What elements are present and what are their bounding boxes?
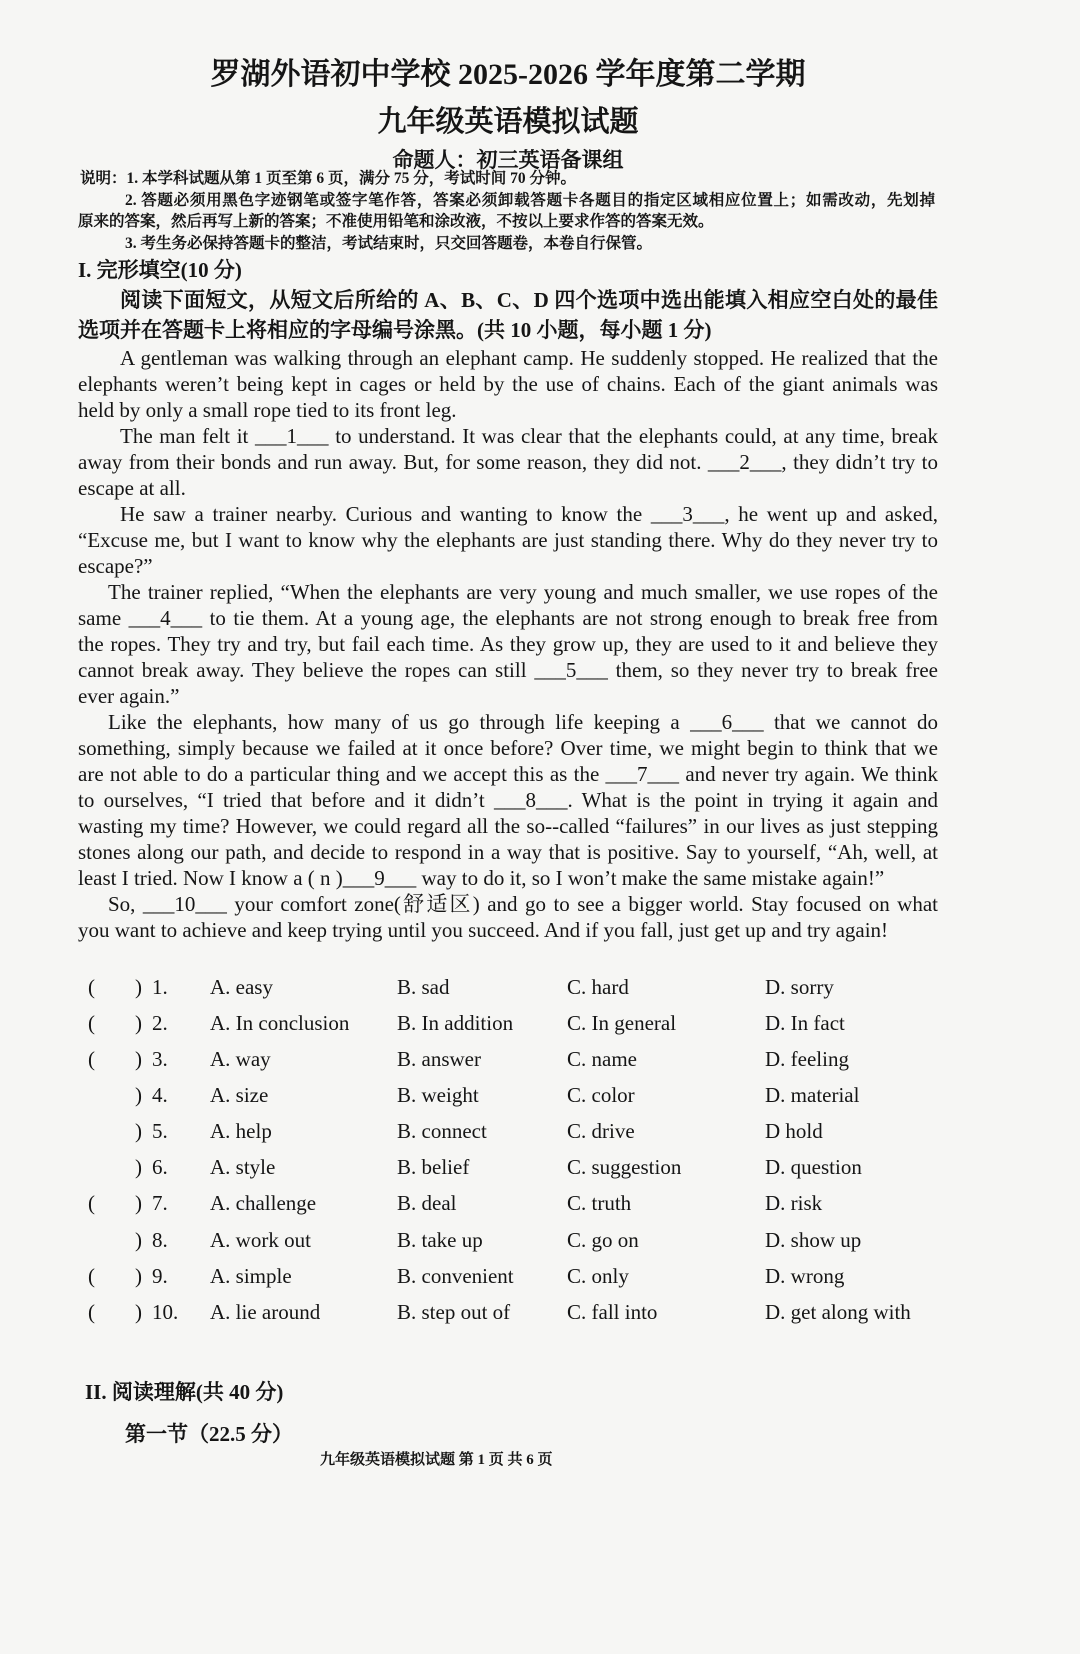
- instruction-3: 3. 考生务必保持答题卡的整洁，考试结束时，只交回答题卷，本卷自行保管。: [125, 234, 653, 252]
- answer-bracket-open: (: [88, 1300, 95, 1324]
- answer-bracket-close: ): [135, 1300, 142, 1324]
- passage-line: He saw a trainer nearby. Curious and wanting to know the ___3___, he went up and asked,: [120, 502, 938, 526]
- passage-line: ever again.”: [78, 684, 180, 708]
- passage-line: “Excuse me, but I want to know why the elephants are just standing there. Why do they never try to: [78, 528, 938, 552]
- answer-bracket-close: ): [135, 1228, 142, 1252]
- option-b: B. deal: [397, 1191, 457, 1215]
- answer-bracket-close: ): [135, 1264, 142, 1288]
- passage-line: Like the elephants, how many of us go through life keeping a ___6___ that we cannot do: [108, 710, 938, 734]
- passage-line: to ourselves, “I tried that before and it didn’t ___8___. What is the point in trying it again and: [78, 788, 938, 812]
- option-b: B. sad: [397, 975, 450, 999]
- instruction-2-line-1: 2. 答题必须用黑色字迹钢笔或签字笔作答，答案必须卸载答题卡各题目的指定区域相应位置上；如需改动，先划掉: [125, 191, 935, 209]
- option-c: C. only: [567, 1264, 629, 1288]
- option-a: A. challenge: [210, 1191, 317, 1215]
- answer-bracket-close: ): [135, 1155, 142, 1179]
- answer-bracket-close: ): [135, 1011, 142, 1035]
- instruction-2-line-2: 原来的答案，然后再写上新的答案；不准使用铅笔和涂改液，不按以上要求作答的答案无效。: [78, 213, 714, 230]
- answer-bracket-close: ): [135, 1191, 142, 1215]
- passage-line: same ___4___ to tie them. At a young age, the elephants are not strong enough to break free from: [78, 606, 938, 630]
- option-b: B. weight: [397, 1083, 479, 1107]
- option-b: B. take up: [397, 1228, 483, 1252]
- option-b: B. belief: [397, 1155, 470, 1179]
- passage-line: A gentleman was walking through an elephant camp. He suddenly stopped. He realized that the: [120, 346, 938, 370]
- question-number: 9.: [152, 1264, 168, 1288]
- option-d: D. sorry: [765, 975, 834, 999]
- option-c: C. truth: [567, 1191, 632, 1215]
- option-d: D. get along with: [765, 1300, 911, 1324]
- option-row: [0, 969, 1080, 1005]
- answer-bracket-close: ): [135, 1119, 142, 1143]
- passage-line: escape at all.: [78, 476, 186, 500]
- passage-line: cannot break away. They believe the ropes can still ___5___ them, so they never try to break free: [78, 658, 938, 682]
- question-number: 1.: [152, 975, 168, 999]
- passage-paragraph: [78, 501, 938, 579]
- option-c: C. In general: [567, 1011, 677, 1035]
- option-d: D. material: [765, 1083, 860, 1107]
- question-number: 3.: [152, 1047, 168, 1071]
- page-footer: 九年级英语模拟试题 第 1 页 共 6 页: [320, 1452, 553, 1468]
- option-a: A. help: [210, 1119, 272, 1143]
- exam-instructions: [78, 168, 935, 254]
- exam-author: 命题人：初三英语备课组: [392, 148, 624, 172]
- cloze-passage: [78, 345, 938, 943]
- option-d: D. wrong: [765, 1264, 845, 1288]
- option-d: D hold: [765, 1119, 823, 1143]
- section-2-part-heading: 第一节（22.5 分）: [125, 1422, 293, 1446]
- option-c: C. go on: [567, 1228, 639, 1252]
- option-a: A. work out: [210, 1228, 311, 1252]
- question-number: 5.: [152, 1119, 168, 1143]
- answer-bracket-open: (: [88, 1011, 95, 1035]
- option-a: A. size: [210, 1083, 269, 1107]
- question-number: 7.: [152, 1191, 168, 1215]
- answer-bracket-close: ): [135, 975, 142, 999]
- question-number: 2.: [152, 1011, 168, 1035]
- option-row: [0, 1041, 1080, 1077]
- option-a: A. In conclusion: [210, 1011, 350, 1035]
- option-a: A. simple: [210, 1264, 292, 1288]
- option-d: D. In fact: [765, 1011, 845, 1035]
- answer-bracket-open: (: [88, 1264, 95, 1288]
- option-row: [0, 1258, 1080, 1294]
- option-a: A. way: [210, 1047, 271, 1071]
- instruction-1: 说明：1. 本学科试题从第 1 页至第 6 页，满分 75 分，考试时间 70 分钟。: [80, 170, 577, 187]
- option-a: A. style: [210, 1155, 276, 1179]
- option-b: B. convenient: [397, 1264, 514, 1288]
- question-number: 4.: [152, 1083, 168, 1107]
- option-row: [0, 1149, 1080, 1185]
- section-2-heading: II. 阅读理解(共 40 分): [85, 1380, 284, 1404]
- answer-bracket-close: ): [135, 1047, 142, 1071]
- option-a: A. lie around: [210, 1300, 321, 1324]
- question-number: 10.: [152, 1300, 179, 1324]
- option-row: [0, 1077, 1080, 1113]
- option-b: B. In addition: [397, 1011, 514, 1035]
- option-row: [0, 1113, 1080, 1149]
- option-a: A. easy: [210, 975, 273, 999]
- answer-bracket-close: ): [135, 1083, 142, 1107]
- option-d: D. risk: [765, 1191, 823, 1215]
- option-c: C. name: [567, 1047, 637, 1071]
- passage-line: elephants weren’t being kept in cages or held by the use of chains. Each of the giant animals was: [78, 372, 938, 396]
- exam-title: 罗湖外语初中学校 2025-2026 学年度第二学期: [210, 58, 806, 91]
- passage-line: least I tried. Now I know a ( n )___9___ way to do it, so I won’t make the same mistake again!”: [78, 866, 885, 890]
- option-d: D. feeling: [765, 1047, 849, 1071]
- passage-line: The man felt it ___1___ to understand. It was clear that the elephants could, at any time, break: [120, 424, 938, 448]
- option-c: C. fall into: [567, 1300, 658, 1324]
- exam-subtitle: 九年级英语模拟试题: [377, 106, 639, 138]
- section-1-directions: [78, 285, 938, 345]
- section-1-heading: I. 完形填空(10 分): [78, 258, 242, 282]
- option-b: B. answer: [397, 1047, 481, 1071]
- passage-line: the ropes. They try and try, but fail each time. As they grow up, they are used to it and believe they: [78, 632, 938, 656]
- question-number: 8.: [152, 1228, 168, 1252]
- option-d: D. show up: [765, 1228, 862, 1252]
- option-c: C. suggestion: [567, 1155, 682, 1179]
- passage-line: you want to achieve and keep trying until you succeed. And if you fall, just get up and try again!: [78, 918, 889, 942]
- option-row: [0, 1005, 1080, 1041]
- option-c: C. color: [567, 1083, 635, 1107]
- directions-line: 选项并在答题卡上将相应的字母编号涂黑。(共 10 小题，每小题 1 分): [78, 318, 712, 342]
- option-b: B. connect: [397, 1119, 487, 1143]
- passage-line: wasting my time? However, we could regard all the so--called “failures” in our lives as just stepping: [78, 814, 938, 838]
- option-c: C. hard: [567, 975, 629, 999]
- passage-paragraph: [78, 345, 938, 423]
- passage-paragraph: [78, 579, 938, 709]
- passage-paragraph: [78, 709, 938, 891]
- passage-paragraph: [78, 423, 938, 501]
- passage-line: held by only a small rope tied to its front leg.: [78, 398, 457, 422]
- option-row: [0, 1222, 1080, 1258]
- passage-paragraph: [78, 891, 938, 943]
- option-c: C. drive: [567, 1119, 635, 1143]
- passage-line: something, simply because we failed at it once before? Over time, we might begin to think that we: [78, 736, 938, 760]
- option-b: B. step out of: [397, 1300, 511, 1324]
- question-number: 6.: [152, 1155, 168, 1179]
- passage-line: away from their bonds and run away. But, for some reason, they did not. ___2___, they didn’t try to: [78, 450, 938, 474]
- passage-line: stones along our path, and decide to respond in a way that is positive. Say to yourself, “Ah, well, at: [78, 840, 938, 864]
- option-row: [0, 1185, 1080, 1221]
- answer-bracket-open: (: [88, 975, 95, 999]
- passage-line: escape?”: [78, 554, 153, 578]
- answer-bracket-open: (: [88, 1191, 95, 1215]
- answer-bracket-open: (: [88, 1047, 95, 1071]
- option-d: D. question: [765, 1155, 862, 1179]
- passage-line: are not able to do a particular thing and we accept this as the ___7___ and never try again. We think: [78, 762, 938, 786]
- passage-line: So, ___10___ your comfort zone(舒适区) and go to see a bigger world. Stay focused on what: [108, 892, 938, 916]
- passage-line: The trainer replied, “When the elephants are very young and much smaller, we use ropes of the: [108, 580, 938, 604]
- option-row: [0, 1294, 1080, 1330]
- directions-line: 阅读下面短文，从短文后所给的 A、B、C、D 四个选项中选出能填入相应空白处的最佳: [120, 288, 938, 312]
